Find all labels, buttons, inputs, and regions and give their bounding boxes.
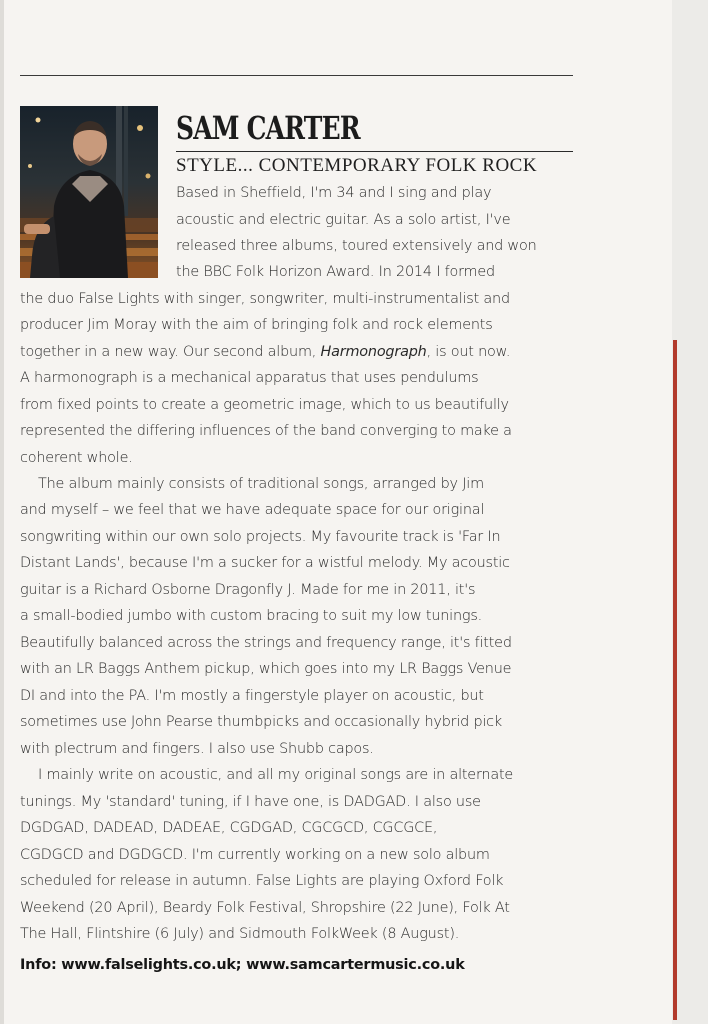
body-line: coherent whole. xyxy=(20,450,133,466)
page-left-edge xyxy=(0,0,4,1024)
body-line: sometimes use John Pearse thumbpicks and occasionally hybrid pick xyxy=(20,714,503,730)
body-line: represented the differing influences of the band converging to make a xyxy=(20,423,512,439)
artist-photo xyxy=(20,106,158,278)
body-line: with an LR Baggs Anthem pickup, which goes into my LR Baggs Venue xyxy=(20,661,512,677)
body-line: the duo False Lights with singer, songwriter, multi-instrumentalist and xyxy=(20,291,510,307)
body-line: released three albums, toured extensively and won xyxy=(176,238,537,254)
body-line: Beautifully balanced across the strings and frequency range, it's fitted xyxy=(20,635,512,651)
top-rule xyxy=(20,75,573,76)
body-line: Distant Lands', because I'm a sucker for a wistful melody. My acoustic xyxy=(20,555,510,571)
body-line: acoustic and electric guitar. As a solo artist, I've xyxy=(176,212,511,228)
style-subheading: STYLE... CONTEMPORARY FOLK ROCK xyxy=(176,155,538,176)
body-line: A harmonograph is a mechanical apparatus that uses pendulums xyxy=(20,370,479,386)
body-line: Weekend (20 April), Beardy Folk Festival, Shropshire (22 June), Folk At xyxy=(20,900,510,916)
heading-rule xyxy=(176,151,573,152)
body-line: The Hall, Flintshire (6 July) and Sidmouth FolkWeek (8 August). xyxy=(20,926,460,942)
body-line-album xyxy=(20,342,510,362)
body-line: producer Jim Moray with the aim of bringing folk and rock elements xyxy=(20,317,493,333)
body-line: the BBC Folk Horizon Award. In 2014 I formed xyxy=(176,264,495,280)
body-line: from fixed points to create a geometric image, which to us beautifully xyxy=(20,397,509,413)
body-line: DGDGAD, DADEAD, DADEAE, CGDGAD, CGCGCD, CGCGCE, xyxy=(20,820,438,836)
body-line-text: together in a new way. Our second album, xyxy=(20,344,321,360)
body-line: scheduled for release in autumn. False Lights are playing Oxford Folk xyxy=(20,873,504,889)
body-line: with plectrum and fingers. I also use Shubb capos. xyxy=(20,741,374,757)
body-line: tunings. My 'standard' tuning, if I have one, is DADGAD. I also use xyxy=(20,794,481,810)
body-line: I mainly write on acoustic, and all my original songs are in alternate xyxy=(38,767,514,783)
body-line: The album mainly consists of traditional songs, arranged by Jim xyxy=(38,476,484,492)
artist-name-heading: SAM CARTER xyxy=(176,109,360,147)
page-right-margin xyxy=(672,0,708,1024)
body-line: DI and into the PA. I'm mostly a fingerstyle player on acoustic, but xyxy=(20,688,484,704)
artist-photo-image xyxy=(20,106,158,278)
body-line: and myself – we feel that we have adequate space for our original xyxy=(20,502,485,518)
body-line-text: , is out now. xyxy=(426,344,511,360)
body-line: songwriting within our own solo projects. My favourite track is 'Far In xyxy=(20,529,501,545)
body-line: guitar is a Richard Osborne Dragonfly J. Made for me in 2011, it's xyxy=(20,582,476,598)
info-links: Info: www.falselights.co.uk; www.samcartermusic.co.uk xyxy=(20,957,465,973)
red-edge-stripe xyxy=(673,340,677,1020)
body-line: CGDGCD and DGDGCD. I'm currently working on a new solo album xyxy=(20,847,490,863)
body-line: a small-bodied jumbo with custom bracing to suit my low tunings. xyxy=(20,608,483,624)
body-line: Based in Sheffield, I'm 34 and I sing and play xyxy=(176,185,492,201)
album-title: Harmonograph xyxy=(320,344,427,360)
